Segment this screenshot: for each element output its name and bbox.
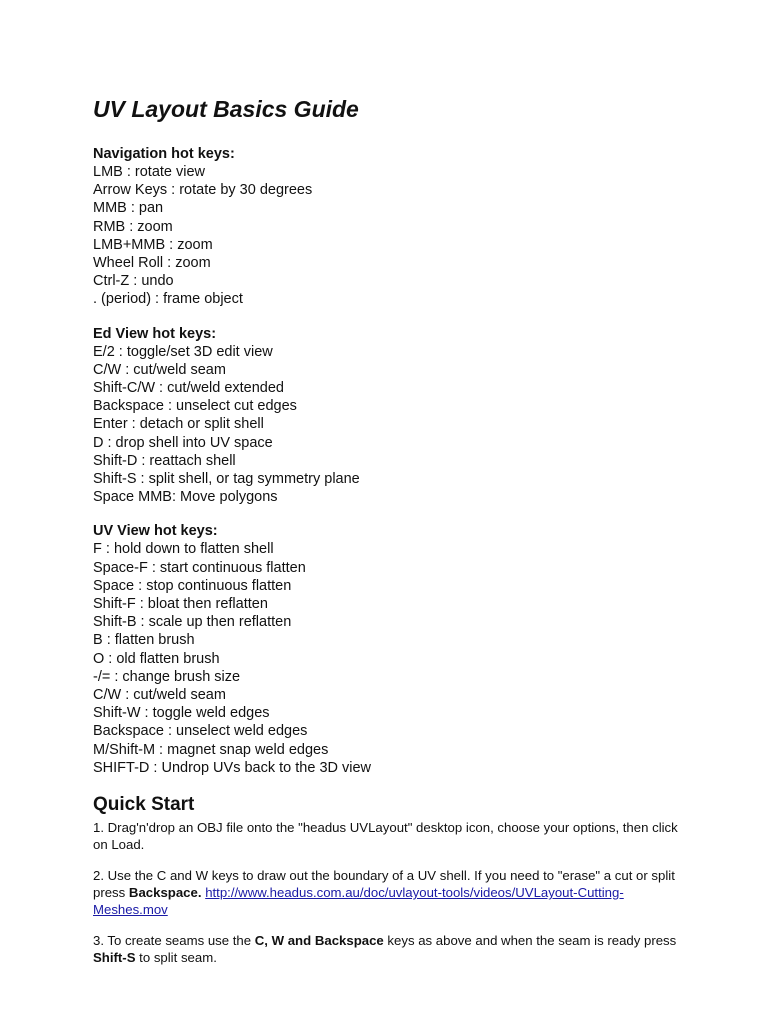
hotkey-line: Ctrl-Z : undo — [93, 273, 174, 290]
hotkey-line: RMB : zoom — [93, 218, 173, 235]
quick-start-step-1: 1. Drag'n'drop an OBJ file onto the "headus UVLayout" desktop icon, choose your options, then click on Load. — [93, 820, 678, 853]
navigation-heading: Navigation hot keys: — [93, 146, 235, 162]
quick-start-heading: Quick Start — [93, 794, 195, 816]
hotkey-line: Backspace : unselect cut edges — [93, 398, 297, 415]
hotkey-line: . (period) : frame object — [93, 291, 243, 308]
hotkey-line: C/W : cut/weld seam — [93, 361, 226, 378]
uv-view-list — [93, 540, 693, 777]
hotkey-line: M/Shift-M : magnet snap weld edges — [93, 741, 329, 758]
hotkey-line: Enter : detach or split shell — [93, 416, 264, 433]
uvlayout-video-link[interactable]: http://www.headus.com.au/doc/uvlayout-tools/videos/UVLayout-Cutting-Meshes.mov — [93, 885, 624, 918]
hotkey-line: D : drop shell into UV space — [93, 434, 273, 451]
hotkey-line: LMB : rotate view — [93, 164, 206, 180]
document-page — [93, 94, 693, 980]
hotkey-line: Shift-F : bloat then reflatten — [93, 596, 268, 613]
hotkey-line: SHIFT-D : Undrop UVs back to the 3D view — [93, 759, 372, 776]
navigation-section — [93, 145, 693, 309]
hotkey-line: C/W : cut/weld seam — [93, 687, 226, 704]
uv-view-heading: UV View hot keys: — [93, 523, 218, 540]
hotkey-line: -/= : change brush size — [93, 668, 241, 685]
hotkey-line: Shift-S : split shell, or tag symmetry plane — [93, 471, 360, 488]
hotkey-line: F : hold down to flatten shell — [93, 541, 274, 558]
ed-view-section — [93, 325, 693, 507]
step-3-text-start: 3. To create seams use the — [93, 933, 255, 949]
hotkey-line: E/2 : toggle/set 3D edit view — [93, 343, 273, 360]
hotkey-line: Space : stop continuous flatten — [93, 577, 292, 594]
hotkey-line: MMB : pan — [93, 200, 164, 217]
navigation-list — [93, 163, 693, 309]
hotkey-line: Backspace : unselect weld edges — [93, 723, 308, 740]
step-2-text: 2. Use the C and W keys to draw out the boundary of a UV shell. If you need to "erase" a cut or split press — [93, 868, 675, 901]
hotkey-line: Space-F : start continuous flatten — [93, 559, 306, 576]
uv-view-section — [93, 522, 693, 777]
step-2-backspace: Backspace. — [128, 885, 202, 901]
hotkey-line: Shift-D : reattach shell — [93, 452, 236, 469]
hotkey-line: LMB+MMB : zoom — [93, 236, 213, 253]
hotkey-line: O : old flatten brush — [93, 650, 220, 667]
hotkey-line: Space MMB: Move polygons — [93, 489, 278, 506]
hotkey-line: B : flatten brush — [93, 632, 195, 649]
page-title: UV Layout Basics Guide — [93, 96, 359, 122]
hotkey-line: Shift-C/W : cut/weld extended — [93, 380, 284, 397]
step-3-keys: C, W and Backspace — [254, 933, 384, 949]
hotkey-line: Wheel Roll : zoom — [93, 255, 211, 272]
quick-start-step-2 — [93, 867, 693, 918]
quick-start-step-3 — [93, 932, 693, 966]
hotkey-line: Shift-W : toggle weld edges — [93, 705, 270, 722]
step-3-text-end: to split seam. — [135, 950, 217, 966]
hotkey-line: Arrow Keys : rotate by 30 degrees — [93, 182, 313, 199]
step-3-shift-s: Shift-S — [93, 950, 136, 966]
step-3-text-mid: keys as above and when the seam is ready press — [383, 933, 677, 949]
ed-view-list — [93, 343, 693, 507]
ed-view-heading: Ed View hot keys: — [93, 325, 217, 342]
hotkey-line: Shift-B : scale up then reflatten — [93, 614, 292, 631]
